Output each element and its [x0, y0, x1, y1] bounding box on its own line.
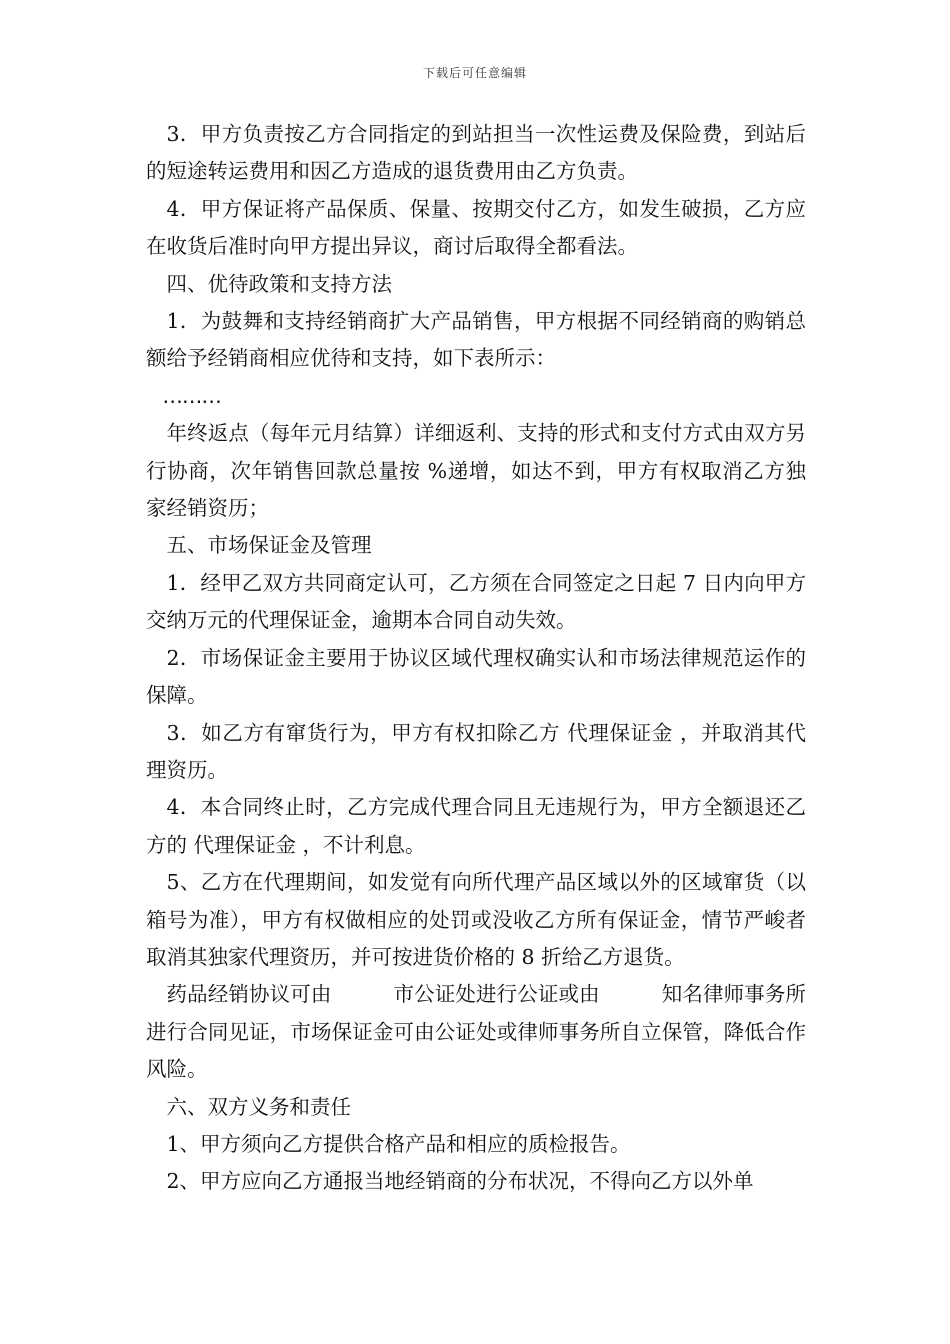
clause-1-deposit: 1．经甲乙双方共同商定认可，乙方须在合同签定之日起 7 日内向甲方交纳万元的代理保证金，逾期本合同自动失效。: [146, 570, 806, 633]
year-end-rebate: 年终返点（每年元月结算）详细返利、支持的形式和支付方式由双方另行协商，次年销售回款总量按 %递增，如达不到，甲方有权取消乙方独家经销资历；: [146, 421, 806, 521]
obligation-1: 1、甲方须向乙方提供合格产品和相应的质检报告。: [166, 1131, 631, 1156]
clause-2-deposit-use: 2．市场保证金主要用于协议区域代理权确实认和市场法律规范运作的保障。: [146, 645, 806, 708]
clause-1-incentives: 1．为鼓舞和支持经销商扩大产品销售，甲方根据不同经销商的购销总额给予经销商相应优待和支持，如下表所示：: [146, 309, 806, 371]
notarization-note: 药品经销协议可由 市公证处进行公证或由 知名律师事务所进行合同见证，市场保证金可由公证处或律师事务所自立保管，降低合作风险。: [146, 982, 806, 1082]
clause-4-quality: 4．甲方保证将产品保质、保量、按期交付乙方，如发生破损，乙方应在收货后准时向甲方提出异议，商讨后取得全都看法。: [146, 196, 806, 259]
section-4-heading: 四、优待政策和支持方法: [166, 271, 392, 296]
section-5-heading: 五、市场保证金及管理: [166, 533, 372, 558]
page-header-note: 下载后可任意编辑: [422, 66, 527, 80]
ellipsis-line: ………: [162, 383, 221, 408]
clause-5-penalty: 5、乙方在代理期间，如发觉有向所代理产品区域以外的区域窜货（以箱号为准），甲方有权做相应的处罚或没收乙方所有保证金，情节严峻者取消其独家代理资历，并可按进货价格的 8 折给乙方退货。: [146, 870, 806, 969]
clause-3-cross-selling: 3．如乙方有窜货行为，甲方有权扣除乙方 代理保证金 ，并取消其代理资历。: [146, 720, 806, 782]
document-body: [146, 116, 806, 1201]
obligation-2: 2、甲方应向乙方通报当地经销商的分布状况，不得向乙方以外单: [166, 1169, 754, 1194]
clause-4-refund: 4．本合同终止时，乙方完成代理合同且无违规行为，甲方全额退还乙方的 代理保证金 ，不计利息。: [146, 795, 806, 857]
clause-3-freight: 3．甲方负责按乙方合同指定的到站担当一次性运费及保险费，到站后的短途转运费用和因乙方造成的退货费用由乙方负责。: [146, 122, 806, 184]
section-6-heading: 六、双方义务和责任: [166, 1094, 351, 1119]
